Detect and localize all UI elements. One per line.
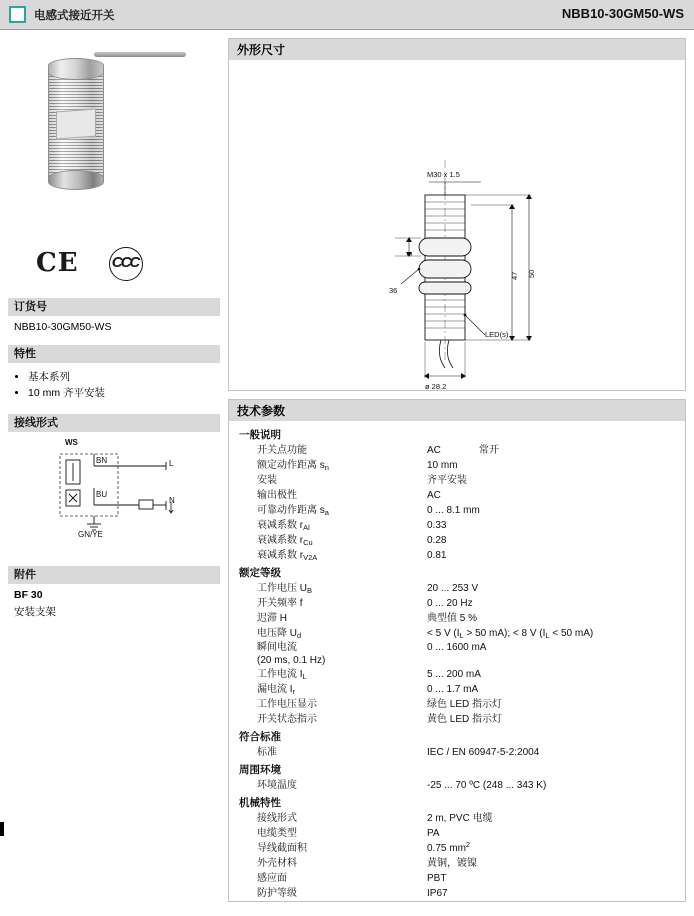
wiring-label-bu: BU — [96, 490, 108, 499]
wiring-label-gnye: GN/YE — [78, 530, 103, 539]
spec-key: 开关状态指示 — [257, 714, 317, 725]
spec-value: 黄铜，镀镍 — [427, 858, 477, 869]
spec-key-line2: (20 ms, 0.1 Hz) — [257, 655, 326, 666]
spec-row — [229, 841, 685, 856]
spec-value: IP67 — [427, 888, 448, 899]
spec-row — [229, 697, 685, 712]
spec-key: 开关点功能 — [257, 445, 307, 456]
spec-key: 开关频率 f — [257, 598, 303, 609]
spec-key: 迟滞 H — [257, 613, 287, 624]
spec-value-secondary: 常开 — [478, 445, 499, 456]
spec-row — [229, 548, 685, 563]
page-edge-mark — [0, 822, 4, 836]
spec-key: 衰减系数 $r_{Cu}$ — [257, 535, 313, 547]
spec-row — [229, 488, 685, 503]
spec-value: 0.28 — [427, 535, 447, 546]
spec-row — [229, 596, 685, 611]
spec-value: 5 ... 200 mA — [427, 669, 481, 680]
spec-value: 绿色 LED 指示灯 — [427, 699, 503, 710]
tech-spec-table — [229, 421, 685, 901]
dimension-label-hex: 36 — [389, 286, 398, 295]
spec-row — [229, 745, 685, 760]
spec-key: 衰减系数 $r_{V2A}$ — [257, 550, 318, 562]
spec-value: 0 ... 1600 mA — [427, 642, 487, 653]
spec-row — [229, 826, 685, 841]
spec-value: AC 常开 — [427, 445, 499, 456]
spec-key: 电缆类型 — [257, 828, 297, 839]
spec-value: IEC / EN 60947-5-2:2004 — [427, 747, 540, 758]
spec-key: 漏电流 $I_r$ — [257, 684, 296, 696]
tech-spec-panel — [228, 421, 686, 902]
ce-mark-icon: CE — [36, 248, 79, 278]
spec-value: 2 m, PVC 电缆 — [427, 813, 493, 824]
spec-value: 0.33 — [427, 520, 447, 531]
spec-key: 额定动作距离 $s_n$ — [257, 460, 329, 472]
spec-key: 可靠动作距离 $s_a$ — [257, 505, 329, 517]
left-column — [8, 38, 220, 627]
accessory-code: BF 30 — [14, 589, 43, 601]
spec-row — [229, 626, 685, 641]
dimension-label-thread: M30 x 1.5 — [427, 170, 460, 179]
accessory-note: 安装支架 — [14, 606, 56, 618]
dimensions-heading: 外形尺寸 — [228, 38, 686, 60]
dimension-drawing-svg — [229, 60, 685, 388]
section-heading-wiring: 接线形式 — [8, 414, 220, 432]
spec-group-title: 额定等级 — [239, 567, 281, 579]
spec-key: 环境温度 — [257, 780, 297, 791]
spec-group-title: 一般说明 — [239, 429, 281, 441]
spec-row — [229, 712, 685, 727]
spec-row — [229, 856, 685, 871]
brand-logo-icon — [9, 6, 26, 23]
spec-value: 0 ... 20 Hz — [427, 598, 473, 609]
spec-row — [229, 682, 685, 697]
spec-key: 瞬间电流 (20 ms, 0.1 Hz) — [229, 641, 427, 667]
wiring-title: WS — [65, 438, 78, 447]
spec-key: 接线形式 — [257, 813, 297, 824]
wiring-diagram-svg — [8, 432, 220, 562]
spec-row — [229, 503, 685, 518]
spec-key: 标准 — [257, 747, 277, 758]
model-number: NBB10-30GM50-WS — [561, 6, 684, 21]
spec-key: 安装 — [257, 475, 277, 486]
spec-value: 齐平安装 — [427, 475, 467, 486]
spec-key: 工作电压显示 — [257, 699, 317, 710]
features-list — [8, 363, 220, 410]
spec-row — [229, 778, 685, 793]
spec-row — [229, 667, 685, 682]
spec-key: 电压降 $U_d$ — [257, 628, 302, 640]
ccc-mark-label: CCC — [111, 254, 139, 271]
section-heading-accessory: 附件 — [8, 566, 220, 584]
spec-row — [229, 641, 685, 667]
certification-marks — [8, 238, 220, 294]
dimensions-panel — [228, 60, 686, 391]
tech-spec-heading: 技术参数 — [228, 399, 686, 421]
spec-row — [229, 533, 685, 548]
spec-row — [229, 458, 685, 473]
spec-key: 工作电流 $I_L$ — [257, 669, 307, 681]
feature-item: • 基本系列 — [28, 370, 214, 384]
dimension-label-height-body: 47 — [510, 271, 519, 280]
wiring-label-n: N — [169, 496, 175, 505]
spec-value: 0 ... 1.7 mA — [427, 684, 479, 695]
spec-key: 外壳材料 — [257, 858, 297, 869]
dimension-drawing — [229, 60, 685, 390]
sensor-cable-icon — [94, 52, 184, 58]
spec-group-title: 符合标准 — [239, 731, 281, 743]
wiring-diagram — [8, 432, 220, 562]
spec-value: AC — [427, 490, 441, 501]
spec-key: 输出极性 — [257, 490, 297, 501]
wiring-label-l: L — [169, 459, 174, 468]
spec-key: 防护等级 — [257, 888, 297, 899]
spec-value: 0 ... 8.1 mm — [427, 505, 480, 516]
spec-value: PA — [427, 828, 440, 839]
spec-value: -25 ... 70 ºC (248 ... 343 K) — [427, 780, 547, 791]
product-photo — [8, 38, 220, 238]
spec-row — [229, 811, 685, 826]
spec-value: 0.75 $mm^2$ — [427, 840, 471, 854]
order-code-value: NBB10-30GM50-WS — [14, 321, 112, 333]
spec-value: 10 mm — [427, 460, 458, 471]
spec-value: < 5 V ($I_L > 50$ mA); < 8 V ($I_L < 50$ mA) — [427, 628, 594, 640]
dimension-label-diameter: ø 28.2 — [425, 382, 447, 391]
page-header — [0, 0, 694, 30]
feature-item: • 10 mm 齐平安装 — [28, 386, 214, 400]
spec-row — [229, 871, 685, 886]
spec-row — [229, 518, 685, 533]
spec-key: 衰减系数 $r_{Al}$ — [257, 520, 310, 532]
spec-key: 感应面 — [257, 873, 287, 884]
spec-value: 0.81 — [427, 550, 447, 561]
section-heading-order-code: 订货号 — [8, 298, 220, 316]
spec-key: 工作电压 $U_B$ — [257, 583, 313, 595]
spec-group-title: 机械特性 — [239, 797, 281, 809]
spec-value: PBT — [427, 873, 447, 884]
spec-value: 20 ... 253 V — [427, 583, 479, 594]
spec-key: 导线截面积 — [257, 843, 307, 854]
page-title: 电感式接近开关 — [34, 10, 115, 22]
accessory-block — [8, 584, 220, 627]
dimension-label-nut: 5 — [405, 251, 414, 256]
sensor-body-icon — [48, 58, 104, 198]
dimension-label-height-total: 50 — [527, 269, 536, 278]
spec-value: 黄色 LED 指示灯 — [427, 714, 503, 725]
wiring-label-bn: BN — [96, 456, 108, 465]
section-heading-features: 特性 — [8, 345, 220, 363]
right-column — [228, 38, 686, 902]
spec-row — [229, 443, 685, 458]
spec-group-title: 周围环境 — [239, 764, 281, 776]
spec-row — [229, 473, 685, 488]
spec-row — [229, 581, 685, 596]
dimension-label-led: LED(s) — [485, 330, 509, 339]
spec-row — [229, 611, 685, 626]
spec-row — [229, 886, 685, 901]
spec-value: 典型值 5 % — [427, 613, 478, 624]
ccc-mark-icon — [103, 244, 147, 284]
